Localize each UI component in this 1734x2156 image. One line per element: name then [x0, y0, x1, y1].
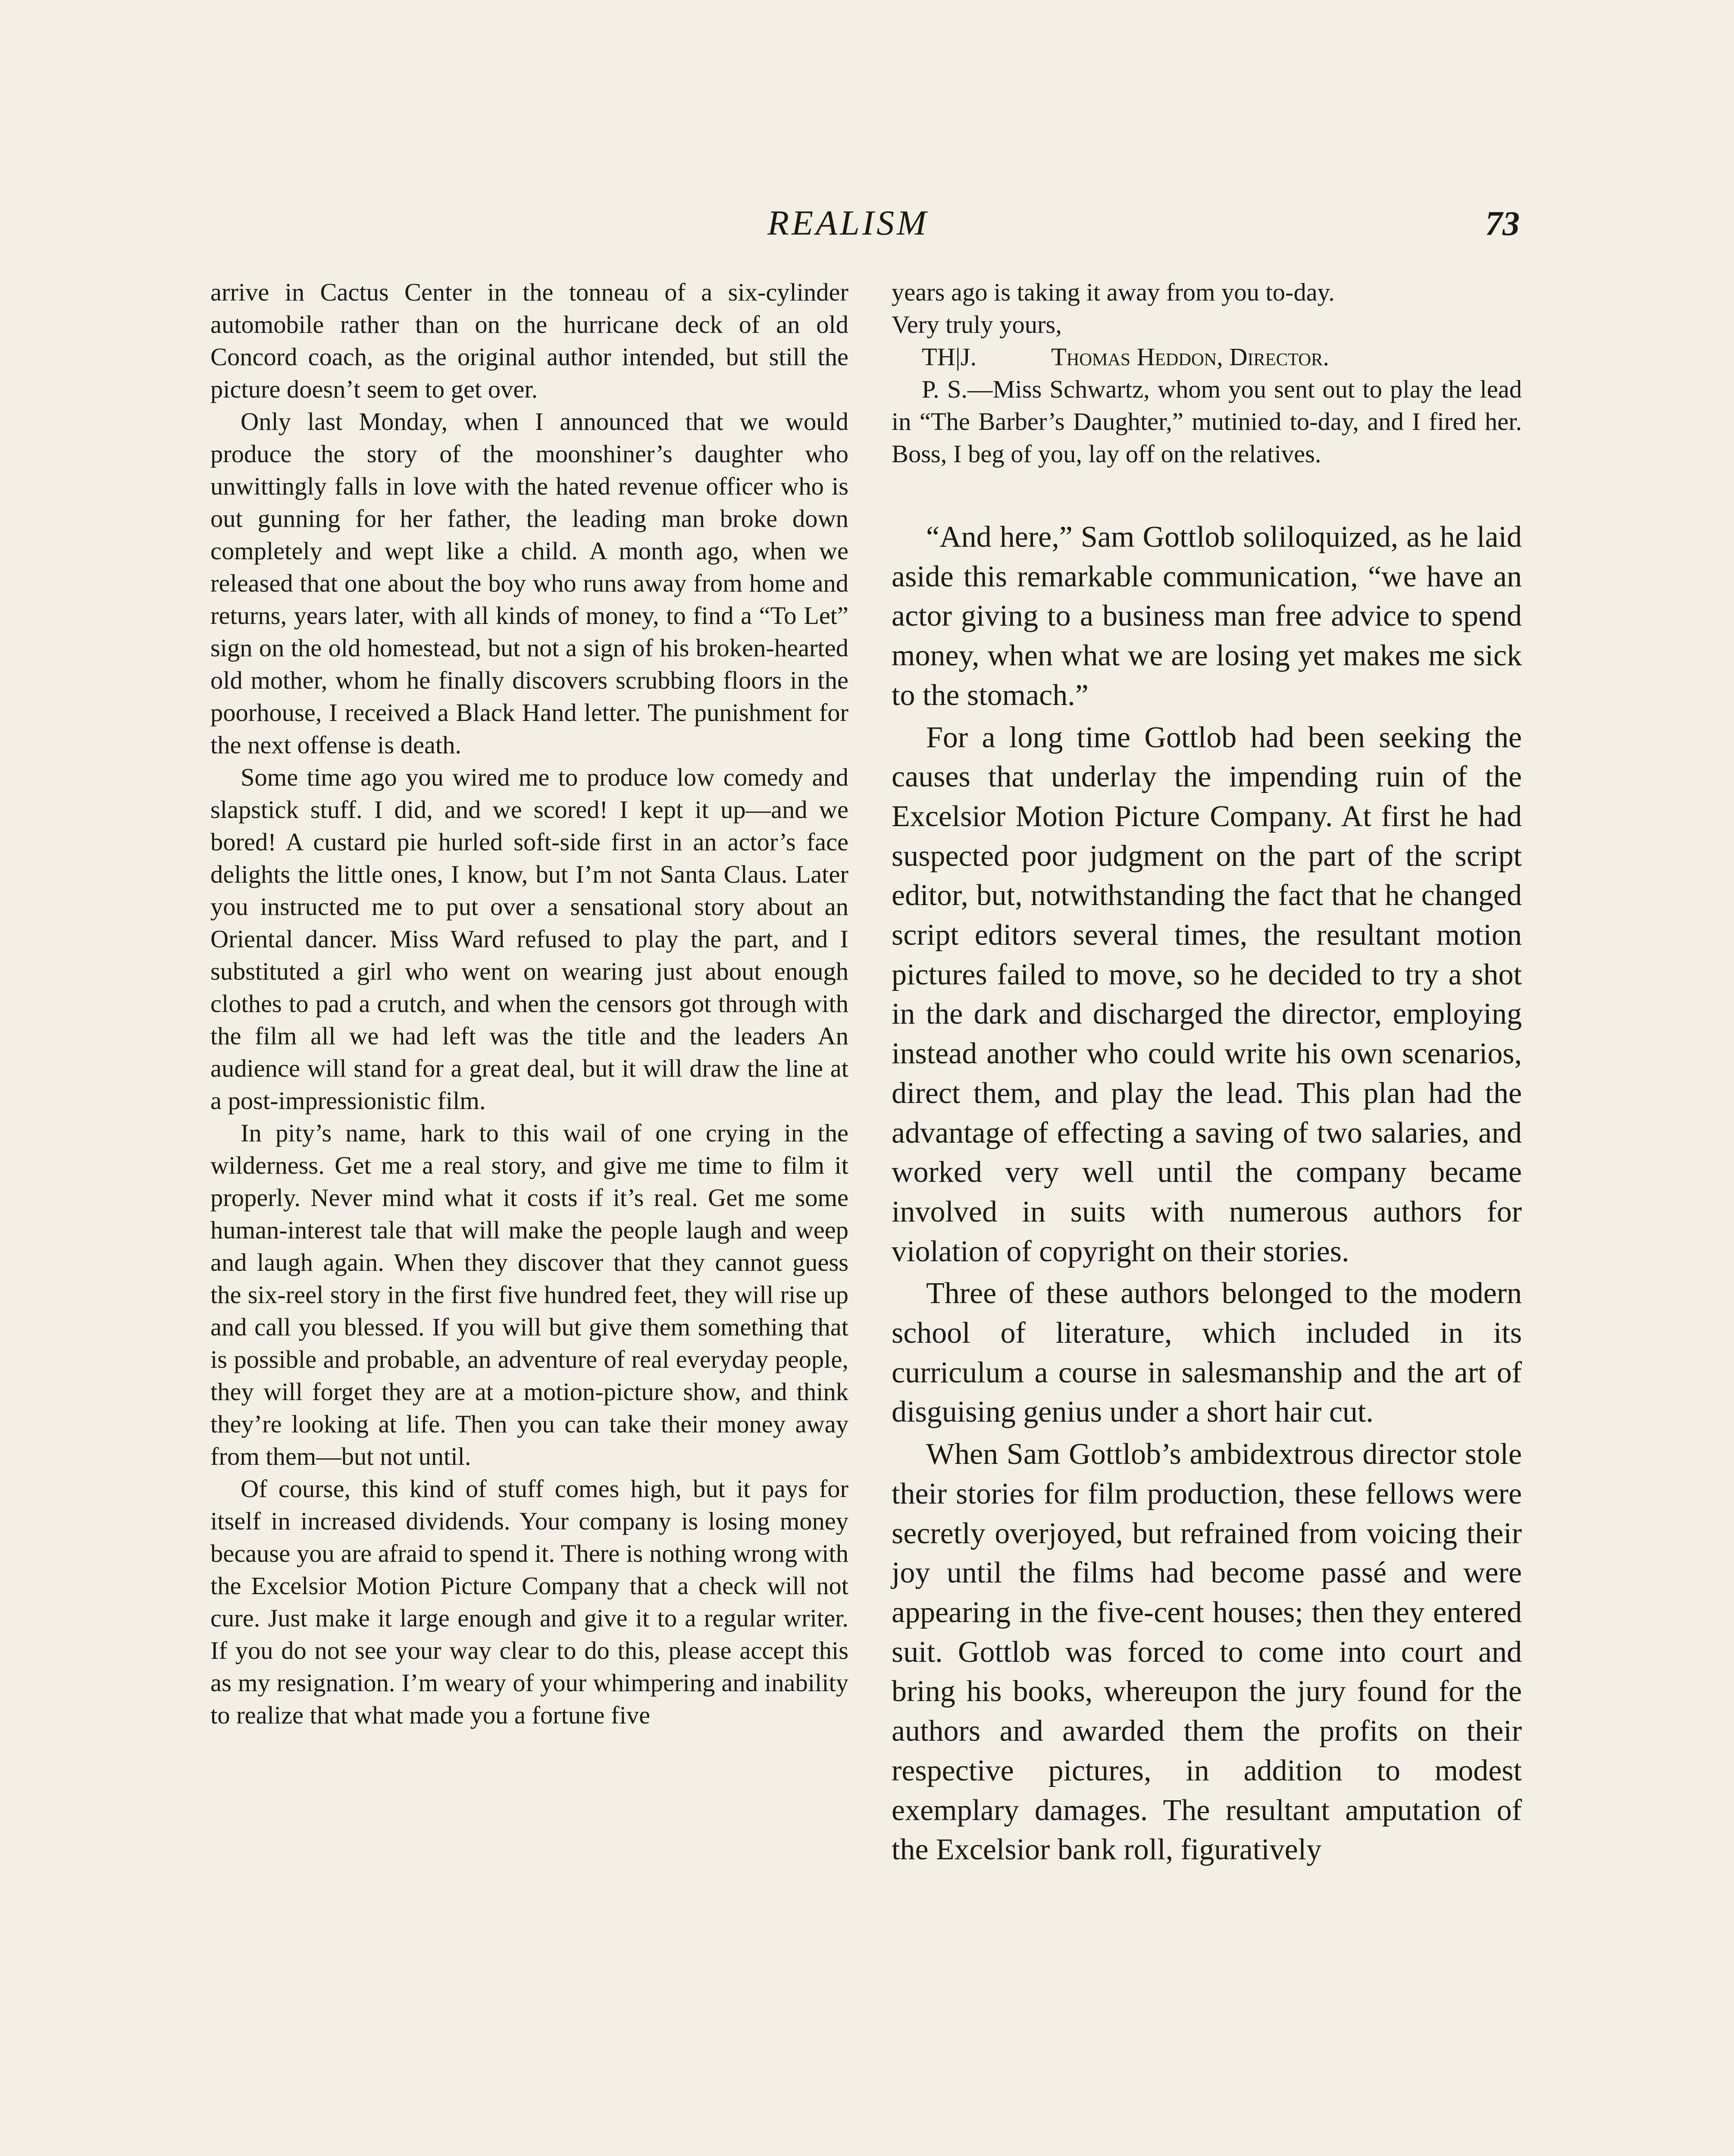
- paragraph: In pity’s name, hark to this wail of one crying in the wilderness. Get me a real story, and give me time to film it properly. Never mind what it costs if it’s real. Get me some human-interest tale that will make the people laugh and weep and laugh again. When they discover that they cannot guess the six-reel story in the first five hundred feet, they will rise up and call you blessed. If you will but give them something that is possible and probable, an adventure of real everyday people, they will forget they are at a motion-picture show, and think they’re looking at life. Then you can take their money away from them—but not until.: [210, 1119, 848, 1470]
- paragraph: Some time ago you wired me to produce low comedy and slapstick stuff. I did, and we scored! I kept it up—and we bored! A custard pie hurled soft-side first in an actor’s face delights the little ones, I know, but I’m not Santa Claus. Later you instructed me to put over a sensational story about an Oriental dancer. Miss Ward refused to play the part, and I substituted a girl who went on wearing just about enough clothes to pad a crutch, and when the censors got through with the film all we had left was the title and the leaders An audience will stand for a great deal, but it will draw the line at a post-impressionistic film.: [210, 763, 848, 1115]
- page-number: 73: [1485, 205, 1520, 243]
- paragraph: “And here,” Sam Gottlob soliloquized, as he laid aside this remarkable communication, “we have an actor giving to a business man free advice to spend money, when what we are losing yet makes me sick to the stomach.”: [892, 520, 1522, 712]
- letter-ending: [892, 276, 1522, 470]
- left-column: [210, 276, 848, 1731]
- postscript: P. S.—Miss Schwartz, whom you sent out to play the lead in “The Barber’s Daughter,” mutinied to-day, and I fired her. Boss, I beg of you, lay off on the relatives.: [892, 375, 1522, 468]
- letter-continuation: years ago is taking it away from you to-day.: [892, 278, 1335, 306]
- signature-line: [892, 341, 1522, 373]
- letter-closing: Very truly yours,: [892, 310, 1062, 338]
- paragraph: For a long time Gottlob had been seeking the causes that underlay the impending ruin of the Excelsior Motion Picture Company. At first he had suspected poor judgment on the part of the script editor, but, notwithstanding the fact that he changed script editors several times, the resultant motion pictures failed to move, so he decided to try a shot in the dark and discharged the director, employing instead another who could write his own scenarios, direct them, and play the lead. This plan had the advantage of effecting a saving of two salaries, and worked very well until the company became involved in suits with numerous authors for violation of copyright on their stories.: [892, 721, 1522, 1268]
- paragraph: Of course, this kind of stuff comes high, but it pays for itself in increased dividends. Your company is losing money because you are afraid to spend it. There is nothing wrong with the Excelsior Motion Picture Company that a check will not cure. Just make it large enough and give it to a regular writer. If you do not see your way clear to do this, please accept this as my resignation. I’m weary of your whimpering and inability to realize that what made you a fortune five: [210, 1475, 848, 1729]
- paragraph: Three of these authors belonged to the modern school of literature, which included in its curriculum a course in salesmanship and the art of disguising genius under a short hair cut.: [892, 1277, 1522, 1429]
- paragraph: When Sam Gottlob’s ambidextrous director stole their stories for film production, these fellows were secretly overjoyed, but refrained from voicing their joy until the films had become passé and were appearing in the five-cent houses; then they entered suit. Gottlob was forced to come into court and bring his books, whereupon the jury found for the authors and awarded them the profits on their respective pictures, in addition to modest exemplary damages. The resultant amputation of the Excelsior bank roll, figuratively: [892, 1438, 1522, 1867]
- running-head: [0, 203, 1734, 250]
- right-column: [892, 276, 1522, 1872]
- paragraph: Only last Monday, when I announced that we would produce the story of the moonshiner’s daughter who unwittingly falls in love with the hated revenue officer who is out gunning for her father, the leading man broke down completely and wept like a child. A month ago, when we released that one about the boy who runs away from home and returns, years later, with all kinds of money, to find a “To Let” sign on the old homestead, but not a sign of his broken-hearted old mother, whom he finally discovers scrubbing floors in the poorhouse, I received a Black Hand letter. The punishment for the next offense is death.: [210, 407, 848, 759]
- paragraph: arrive in Cactus Center in the tonneau of a six-cylinder automobile rather than on the hurricane deck of an old Concord coach, as the original author intended, but still the picture doesn’t seem to get over.: [210, 278, 848, 403]
- running-title: REALISM: [767, 203, 929, 242]
- story-text: [892, 517, 1522, 1870]
- signature-initials: TH|J.: [922, 343, 977, 371]
- signature-name: Thomas Heddon, Director.: [1051, 343, 1329, 371]
